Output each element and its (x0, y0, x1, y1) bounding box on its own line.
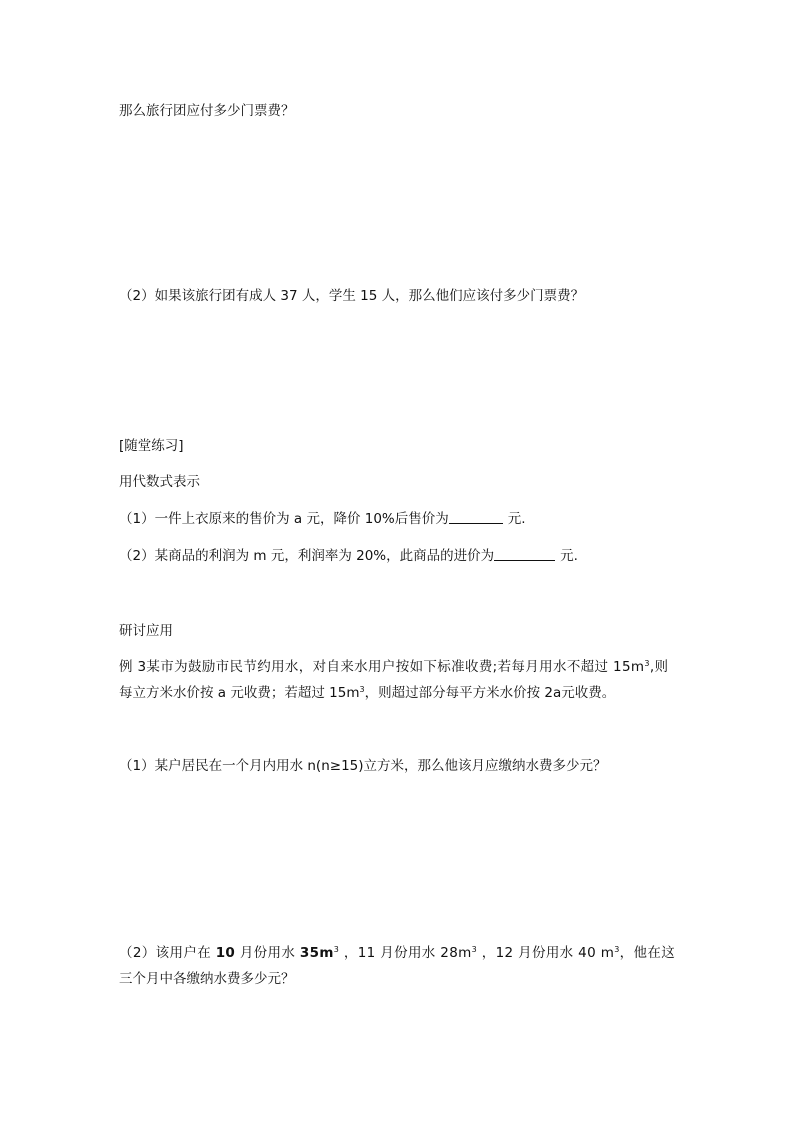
example-3-question-2-line-1 (119, 943, 675, 963)
question-text-bold: 10 (215, 945, 236, 961)
question-2-group: （2）如果该旅行团有成人 37 人，学生 15 人，那么他们应该付多少门票费？ (119, 288, 585, 304)
example-3-text: ,则 (649, 659, 669, 675)
superscript: 3 (333, 945, 340, 954)
example-3-text: ，则超过部分每平方米水价按 2a元收费。 (364, 685, 616, 701)
superscript: 3 (471, 945, 478, 954)
superscript: 3 (644, 659, 650, 668)
practice-item-2-unit: 元. (560, 548, 578, 564)
question-text: ，12 月份用水 40 m (477, 945, 615, 961)
example-3-line-2 (119, 683, 615, 703)
answer-blank (494, 547, 555, 561)
practice-item-1 (119, 509, 526, 529)
superscript: 3 (359, 685, 365, 694)
example-3-text: 每立方米水价按 a 元收费；若超过 15m (119, 685, 360, 701)
question-text-bold: 35m (299, 945, 334, 961)
example-3-line-1 (119, 657, 668, 677)
question-text: 月份用水 (235, 945, 300, 961)
example-3-question-2-line-2: 三个月中各缴纳水费多少元？ (119, 971, 295, 987)
question-total-fee: 那么旅行团应付多少门票费？ (119, 103, 295, 119)
practice-item-2 (119, 546, 578, 566)
practice-heading: [随堂练习] (119, 438, 184, 454)
answer-blank (449, 510, 503, 524)
question-text: （2）该用户在 (119, 945, 216, 961)
practice-item-1-unit: 元. (507, 511, 526, 527)
example-3-text: 例 3某市为鼓励市民节约用水，对自来水用户按如下标准收费;若每月用水不超过 15m (119, 659, 645, 675)
practice-instruction: 用代数式表示 (119, 474, 200, 490)
example-3-question-1: （1）某户居民在一个月内用水 n(n≥15)立方米，那么他该月应缴纳水费多少元？ (119, 758, 607, 774)
superscript: 3 (614, 945, 620, 954)
question-text: ，11 月份用水 28m (339, 945, 472, 961)
practice-item-2-text: （2）某商品的利润为 m 元，利润率为 20%，此商品的进价为 (119, 548, 495, 564)
study-heading: 研讨应用 (119, 623, 173, 639)
question-text: ，他在这 (619, 945, 676, 961)
practice-item-1-text: （1）一件上衣原来的售价为 a 元，降价 10%后售价为 (119, 511, 449, 527)
